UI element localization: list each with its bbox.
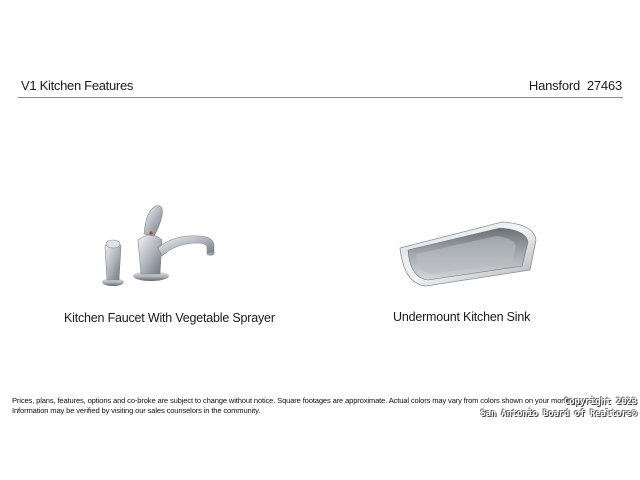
plan-name: Hansford 27463 [528, 78, 622, 93]
copyright-line: Copyright 2023 [563, 397, 637, 407]
header-divider [18, 97, 623, 98]
faucet-caption: Kitchen Faucet With Vegetable Sprayer [64, 311, 275, 325]
disclaimer-text: Prices, plans, features, options and co-broke are subject to change without notice. Square footages are approximate. Actual colors may vary from colors shown on your monitor. Information may be verified by visiting our sales counselors in the community. [12, 396, 577, 415]
copyright-watermark [480, 396, 637, 420]
faucet-icon [96, 200, 221, 290]
copyright-owner: San Antonio Board of Realtors® [480, 409, 637, 419]
page-title: V1 Kitchen Features [21, 78, 134, 93]
sink-icon [396, 218, 538, 288]
sink-caption: Undermount Kitchen Sink [393, 310, 531, 324]
